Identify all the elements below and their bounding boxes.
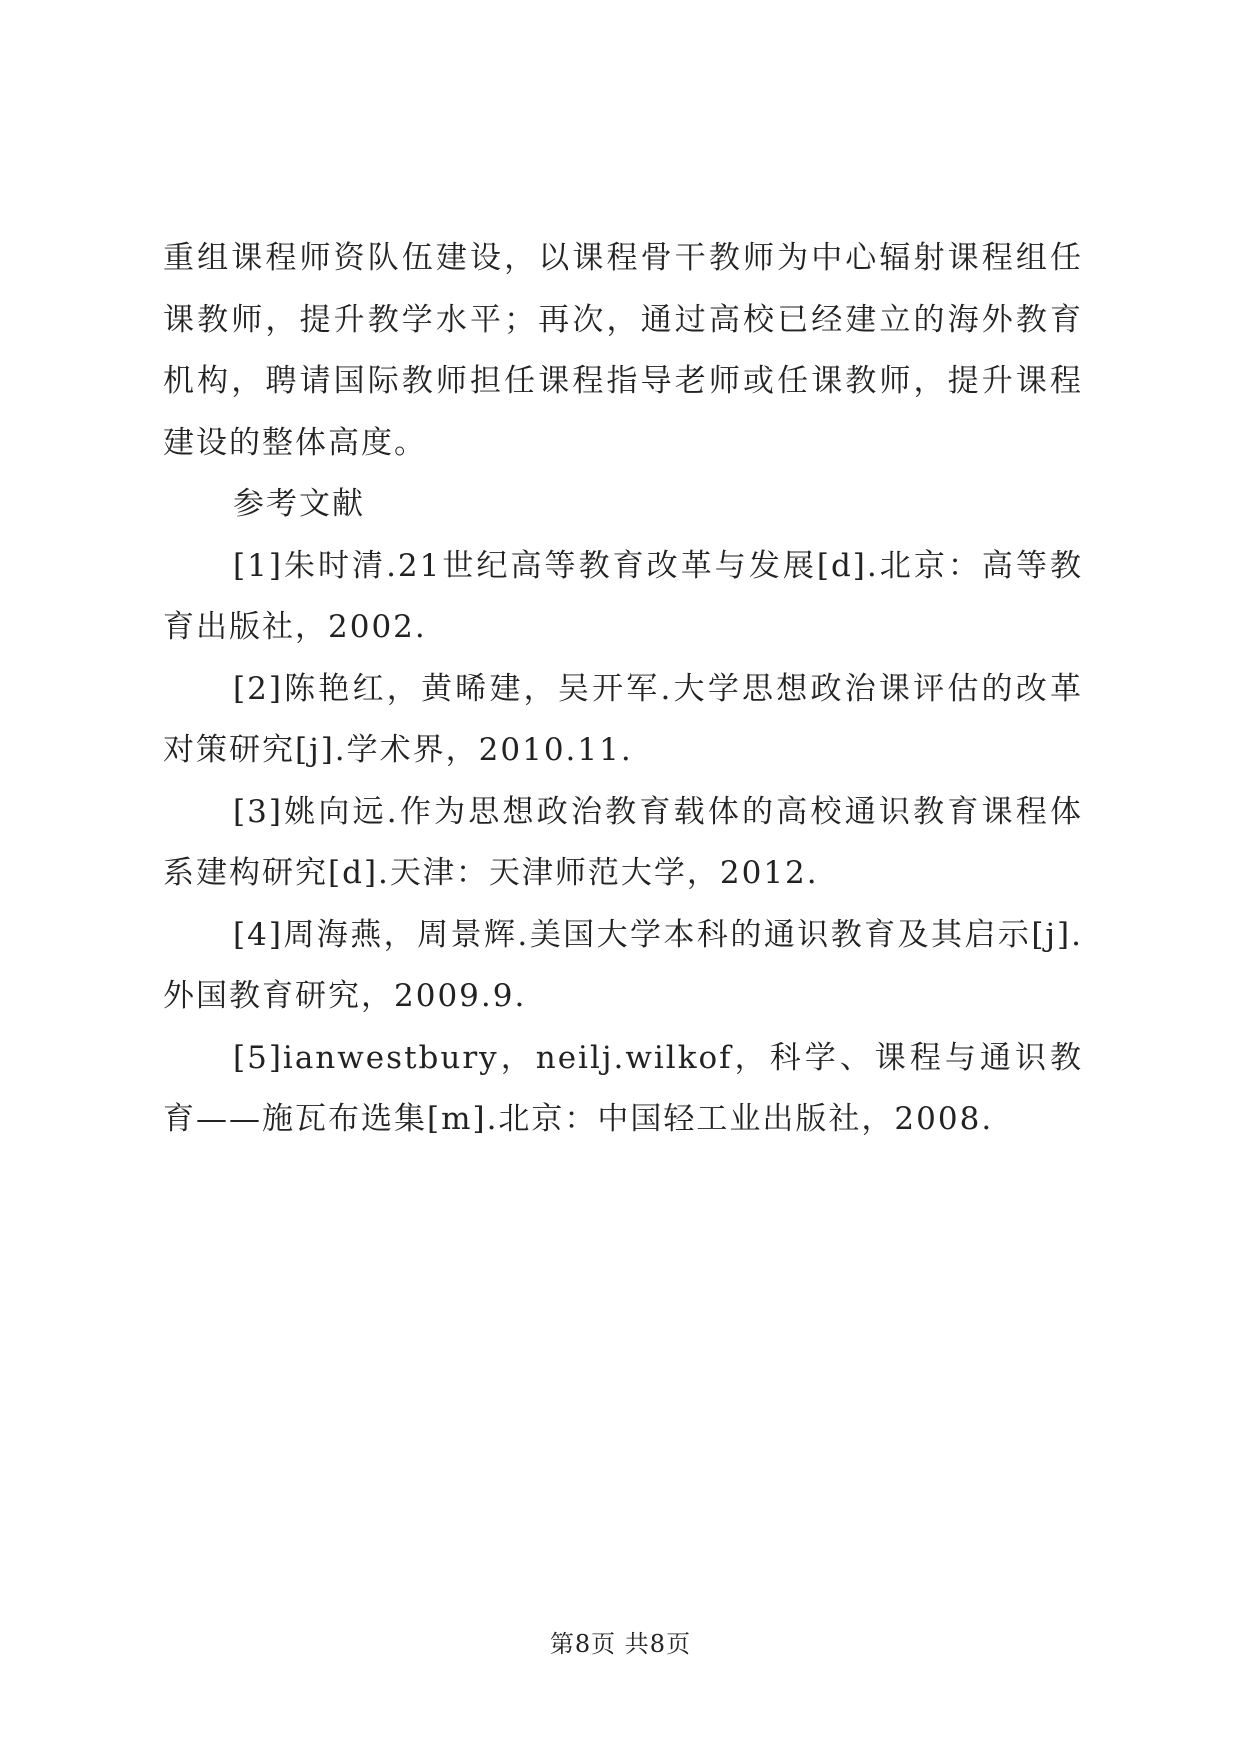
reference-item: [4]周海燕，周景辉.美国大学本科的通识教育及其启示[j].外国教育研究，2009.9. bbox=[163, 916, 1083, 1014]
reference-item: [5]ianwestbury，neilj.wilkof，科学、课程与通识教育——施瓦布选集[m].北京：中国轻工业出版社，2008. bbox=[163, 1039, 1083, 1137]
references-heading: 参考文献 bbox=[233, 486, 365, 522]
reference-item: [1]朱时清.21世纪高等教育改革与发展[d].北京：高等教育出版社，2002. bbox=[163, 547, 1083, 645]
intro-paragraph: 重组课程师资队伍建设，以课程骨干教师为中心辐射课程组任课教师，提升教学水平；再次，通过高校已经建立的海外教育机构，聘请国际教师担任课程指导老师或任课教师，提升课程建设的整体高度。 bbox=[163, 240, 1083, 461]
page-indicator: 第8页 共8页 bbox=[549, 1630, 692, 1658]
reference-item: [2]陈艳红，黄晞建，吴开军.大学思想政治课评估的改革对策研究[j].学术界，2010.11. bbox=[163, 670, 1083, 768]
page-footer bbox=[0, 1629, 1241, 1659]
document-body bbox=[163, 228, 1083, 1151]
reference-item: [3]姚向远.作为思想政治教育载体的高校通识教育课程体系建构研究[d].天津：天津师范大学，2012. bbox=[163, 793, 1083, 891]
